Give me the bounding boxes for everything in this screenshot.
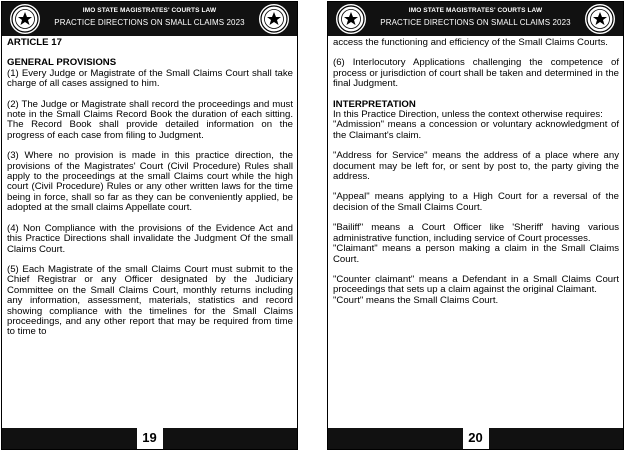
header-title: IMO STATE MAGISTRATES' COURTS LAW — [82, 7, 217, 14]
section-heading: GENERAL PROVISIONS — [7, 57, 117, 69]
court-seal-icon — [585, 4, 615, 34]
page-header — [328, 2, 623, 36]
definition-address-for-service: "Address for Service" means the address of a place where any document may be left for, or sent by post to, the party giving the address. — [333, 150, 619, 183]
paragraph-2: (2) The Judge or Magistrate shall record the proceedings and must note in the Small Claims Record Book the duration of each sitting. The Record Book shall provide detailed information on the progress of each case from filing to Judgment. — [7, 98, 293, 141]
definition-claimant: "Claimant" means a person making a claim in the Small Claims Court. — [333, 243, 619, 265]
interpretation-intro: In this Practice Direction, unless the context otherwise requires: — [333, 109, 603, 121]
left-page — [1, 1, 298, 450]
page-body — [7, 38, 293, 338]
definition-admission: "Admission" means a concession or voluntary acknowledgment of the Claimant's claim. — [333, 119, 619, 141]
page-footer — [328, 428, 623, 449]
definition-court: "Court" means the Small Claims Court. — [333, 294, 499, 306]
paragraph-1: (1) Every Judge or Magistrate of the Small Claims Court shall take charge of all cases assigned to him. — [7, 67, 293, 90]
header-subtitle: PRACTICE DIRECTIONS ON SMALL CLAIMS 2023 — [380, 18, 571, 27]
page-header — [2, 2, 297, 36]
court-seal-icon — [259, 4, 289, 34]
continuation-text: access the functioning and efficiency of the Small Claims Courts. — [333, 37, 608, 48]
page-body — [333, 38, 619, 306]
article-heading: ARTICLE 17 — [7, 37, 62, 48]
page-number: 19 — [137, 426, 163, 449]
header-title: IMO STATE MAGISTRATES' COURTS LAW — [408, 7, 543, 14]
paragraph-3: (3) Where no provision is made in this practice direction, the provisions of the Magistrates' Court (Civil Procedure) Rules shall apply to the proceedings at the small Claims court while the high court (Civil Procedure) Rules or any other written laws for the time being in force, shall so far as they can be conveniently applied, be adopted at the small claims Appellate court. — [7, 150, 293, 214]
paragraph-6: (6) Interlocutory Applications challenging the competence of process or jurisdiction of court shall be taken and determined in the final Judgment. — [333, 57, 619, 90]
definition-bailiff: "Bailiff" means a Court Officer like 'Sheriff' having various administrative function, including service of Court processes. — [333, 222, 619, 244]
interpretation-heading: INTERPRETATION — [333, 98, 416, 110]
header-subtitle: PRACTICE DIRECTIONS ON SMALL CLAIMS 2023 — [54, 18, 245, 27]
paragraph-5: (5) Each Magistrate of the small Claims Court must submit to the Chief Registrar or any Officer designated by the Judiciary Committee on the Small Claims Court, monthly returns including any information, assessment, materials, statistics and record showing compliance with the timelines for the Small Claims proceedings, and any other report that may be required from time to time to — [7, 263, 293, 338]
definition-appeal: "Appeal" means applying to a High Court for a reversal of the decision of the Small Claims Court. — [333, 191, 619, 213]
right-page — [327, 1, 624, 450]
paragraph-4: (4) Non Compliance with the provisions of the Evidence Act and this Practice Directions shall invalidate the Judgment Of the small Claims Court. — [7, 222, 293, 255]
page-footer — [2, 428, 297, 449]
definition-counter-claimant: "Counter claimant" means a Defendant in a Small Claims Court proceedings that sets up a claim against the original Claimant. — [333, 273, 619, 296]
page-number: 20 — [463, 426, 489, 449]
